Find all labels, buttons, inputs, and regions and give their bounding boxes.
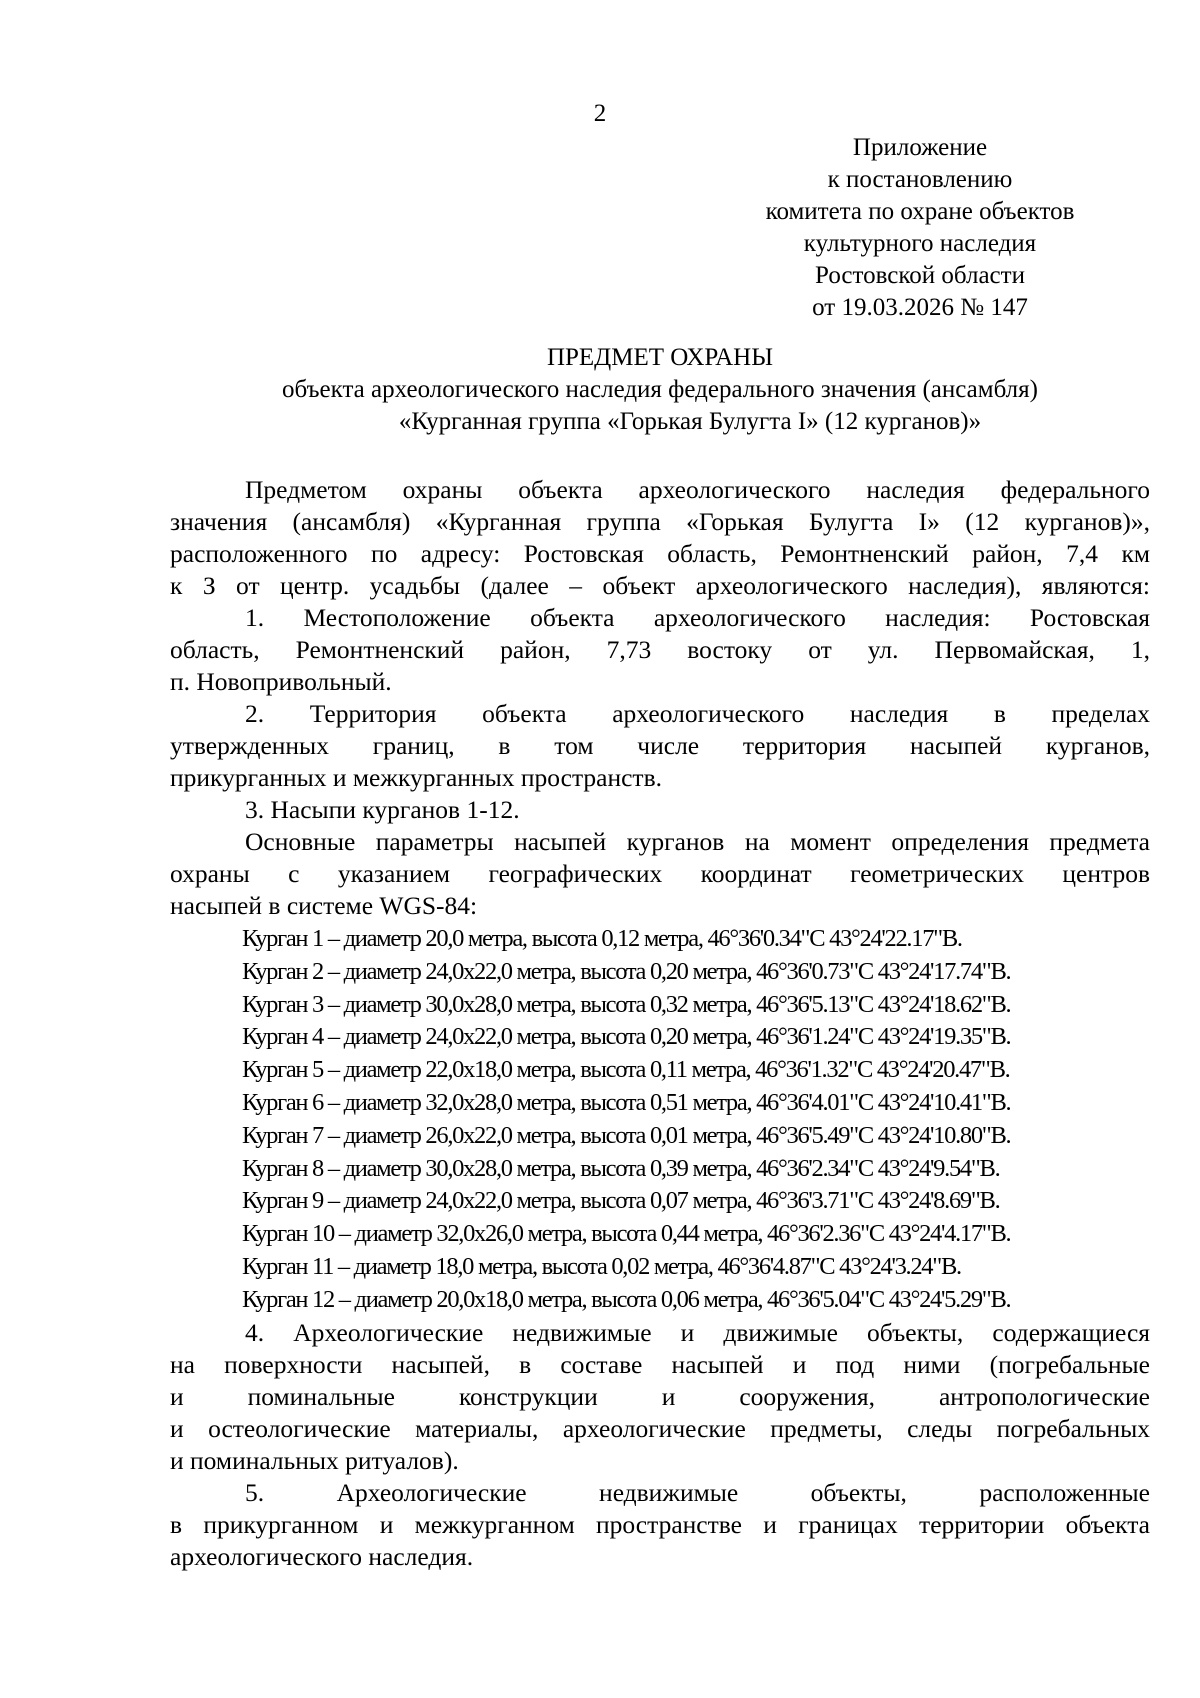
kurgan-row: Курган 10 – диаметр 32,0х26,0 метра, высота 0,44 метра, 46°36'2.36"С 43°24'4.17"В. bbox=[242, 1220, 1011, 1248]
item-2-paragraph bbox=[170, 698, 1150, 794]
text-line: Предметом охраны объекта археологического наследия федерального bbox=[245, 475, 1150, 504]
annex-line: комитета по охране объектов bbox=[765, 198, 1075, 225]
text-line: к З от центр. усадьбы (далее – объект археологического наследия), являются: bbox=[170, 571, 1150, 600]
text-line: и поминальные конструкции и сооружения, антропологические bbox=[170, 1381, 1150, 1411]
kurgan-row: Курган 1 – диаметр 20,0 метра, высота 0,12 метра, 46°36'0.34"С 43°24'22.17"В. bbox=[242, 925, 962, 952]
intro-paragraph bbox=[170, 474, 1150, 602]
text-line: на поверхности насыпей, в составе насыпей и под ними (погребальные bbox=[170, 1349, 1150, 1379]
text-line: 1. Местоположение объекта археологического наследия: Ростовская bbox=[245, 603, 1150, 632]
document-heading bbox=[170, 342, 1150, 438]
text-line: и остеологические материалы, археологические предметы, следы погребальных bbox=[170, 1413, 1150, 1443]
annex-line: от 19.03.2026 № 147 bbox=[812, 294, 1028, 321]
kurgan-row: Курган 3 – диаметр 30,0х28,0 метра, высота 0,32 метра, 46°36'5.13"С 43°24'18.62"В. bbox=[242, 990, 1011, 1018]
kurgan-row: Курган 7 – диаметр 26,0х22,0 метра, высота 0,01 метра, 46°36'5.49"С 43°24'10.80"В. bbox=[242, 1121, 1011, 1149]
kurgan-row: Курган 6 – диаметр 32,0х28,0 метра, высота 0,51 метра, 46°36'4.01"С 43°24'10.41"В. bbox=[242, 1088, 1011, 1116]
text-line: 2. Территория объекта археологического наследия в пределах bbox=[245, 699, 1150, 728]
annex-line: культурного наследия bbox=[803, 230, 1037, 257]
kurgan-row: Курган 9 – диаметр 24,0х22,0 метра, высота 0,07 метра, 46°36'3.71"С 43°24'8.69"В. bbox=[242, 1187, 1000, 1215]
text-line: 5. Археологические недвижимые объекты, расположенные bbox=[245, 1477, 1150, 1507]
page-number: 2 bbox=[593, 100, 607, 127]
text-line: и поминальных ритуалов). bbox=[170, 1445, 459, 1475]
document-body bbox=[170, 474, 1150, 1573]
text-line: п. Новопривольный. bbox=[170, 667, 392, 696]
text-line: археологического наследия. bbox=[170, 1541, 474, 1571]
item-3-paragraph bbox=[170, 794, 1150, 826]
item-1-paragraph bbox=[170, 602, 1150, 698]
item-5-paragraph bbox=[170, 1477, 1150, 1573]
text-line: насыпей в системе WGS-84: bbox=[170, 891, 478, 920]
kurgan-row: Курган 2 – диаметр 24,0х22,0 метра, высота 0,20 метра, 46°36'0.73"С 43°24'17.74"В. bbox=[242, 957, 1011, 985]
kurgan-list bbox=[170, 923, 1150, 1317]
text-line: в прикурганном и межкурганном пространстве и границах территории объекта bbox=[170, 1509, 1150, 1539]
text-line: утвержденных границ, в том числе территория насыпей курганов, bbox=[170, 731, 1150, 760]
document-title: ПРЕДМЕТ ОХРАНЫ bbox=[546, 344, 774, 371]
document-subtitle-2: «Курганная группа «Горькая Булугта I» (12 курганов)» bbox=[398, 408, 982, 435]
item-4-paragraph bbox=[170, 1317, 1150, 1477]
text-line: охраны с указанием географических координат геометрических центров bbox=[170, 859, 1150, 888]
kurgan-row: Курган 4 – диаметр 24,0х22,0 метра, высота 0,20 метра, 46°36'1.24"С 43°24'19.35"В. bbox=[242, 1023, 1011, 1051]
annex-line: к постановлению bbox=[827, 166, 1013, 193]
kurgan-row: Курган 5 – диаметр 22,0х18,0 метра, высота 0,11 метра, 46°36'1.32"С 43°24'20.47"В. bbox=[242, 1056, 1010, 1084]
text-line: расположенного по адресу: Ростовская область, Ремонтненский район, 7,4 км bbox=[170, 539, 1150, 568]
annex-line: Ростовской области bbox=[815, 262, 1025, 289]
kurgan-row: Курган 8 – диаметр 30,0х28,0 метра, высота 0,39 метра, 46°36'2.34"С 43°24'9.54"В. bbox=[242, 1154, 1000, 1182]
annex-line: Приложение bbox=[852, 134, 988, 161]
annex-block bbox=[740, 132, 1100, 324]
text-line: Основные параметры насыпей курганов на момент определения предмета bbox=[245, 827, 1150, 856]
kurgan-row: Курган 12 – диаметр 20,0х18,0 метра, высота 0,06 метра, 46°36'5.04"С 43°24'5.29"В. bbox=[242, 1285, 1011, 1313]
document-subtitle-1: объекта археологического наследия федерального значения (ансамбля) bbox=[282, 376, 1038, 403]
text-line: область, Ремонтненский район, 7,73 востоку от ул. Первомайская, 1, bbox=[170, 635, 1150, 664]
kurgan-row: Курган 11 – диаметр 18,0 метра, высота 0,02 метра, 46°36'4.87"С 43°24'3.24"В. bbox=[242, 1252, 961, 1280]
text-line: значения (ансамбля) «Курганная группа «Горькая Булугта I» (12 курганов)», bbox=[170, 507, 1150, 536]
text-line: 4. Археологические недвижимые и движимые объекты, содержащиеся bbox=[245, 1317, 1150, 1347]
text-line: прикурганных и межкурганных пространств. bbox=[170, 763, 662, 792]
params-intro-paragraph bbox=[170, 826, 1150, 922]
text-line: 3. Насыпи курганов 1-12. bbox=[245, 795, 520, 824]
